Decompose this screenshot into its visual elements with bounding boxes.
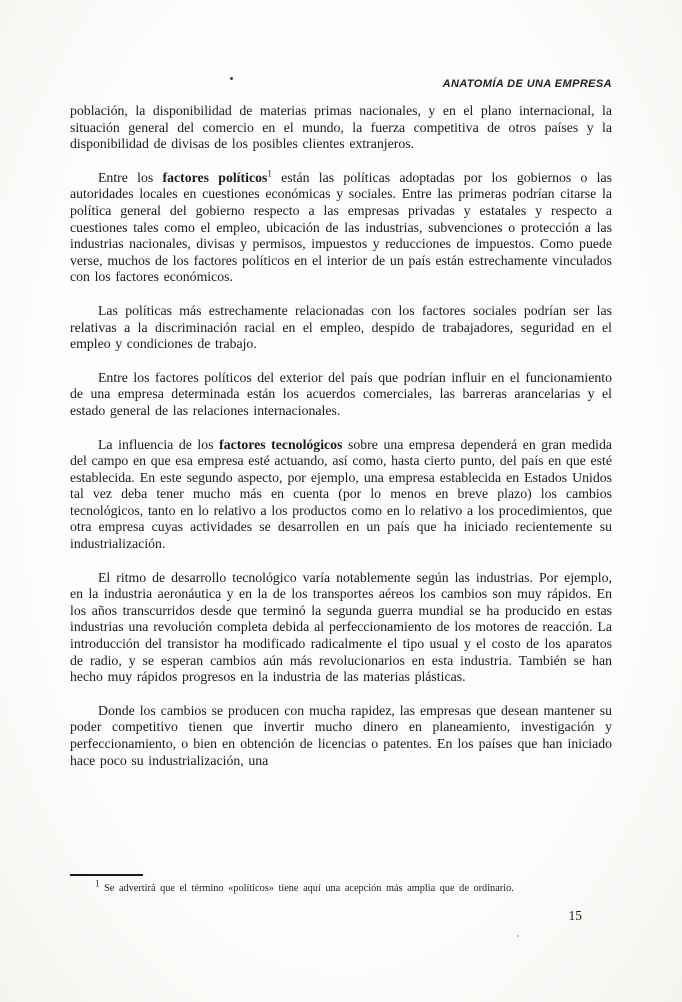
paragraph <box>70 703 612 769</box>
text-run: población, la disponibilidad de materias primas nacionales, y en el plano internacional, la situación general del comercio en el mundo, la fuerza competitiva de otros países y la disponibilidad de divisas de los posibles clientes extranjeros. <box>70 103 612 152</box>
text-run: sobre una empresa dependerá en gran medida del campo en que esa empresa esté actuando, así como, hasta cierto punto, del país en que esté establecida. En este segundo aspecto, por ejemplo, una empresa establecida en Estados Unidos tal vez deba tener mucho más en cuenta (por lo menos en breve plazo) los cambios tecnológicos, tanto en lo relativo a los productos como en lo relativo a los procedimientos, que otra empresa cuyas actividades se desarrollen en un país que ha iniciado recientemente su industrialización. <box>70 436 612 552</box>
scan-speck <box>230 77 233 80</box>
text-run: Entre los factores políticos del exterior del país que podrían influir en el funcionamiento de una empresa determinada están los acuerdos comerciales, las barreras arancelarias y el estado general de las relaciones internacionales. <box>70 369 612 418</box>
paragraph <box>70 437 612 553</box>
paragraph <box>70 170 612 286</box>
bold-term: factores políticos <box>162 169 268 185</box>
text-run: El ritmo de desarrollo tecnológico varía notablemente según las industrias. Por ejemplo, en la industria aeronáutica y en la de los transportes aéreos los cambios son muy rápidos. En los años transcurridos desde que terminó la segunda guerra mundial se ha producido en estas industrias una revolución completa debida al perfeccionamiento de los motores de reacción. La introducción del transistor ha modificado radicalmente el tipo usual y el costo de los aparatos de radio, y se esperan cambios aún más revolucionarios en esta industria. También se han hecho muy rápidos progresos en la industria de las materias plásticas. <box>70 569 612 685</box>
footnote-text: Se advertirá que el término «políticos» tiene aquí una acepción más amplia que de ordinario. <box>99 883 514 894</box>
text-run: están las políticas adoptadas por los gobiernos o las autoridades locales en cuestiones económicas y sociales. Entre las primeras podrían citarse la política general del gobierno respecto a las empresas privadas y estatales y respecto a cuestiones tales como el empleo, ubicación de las industrias, subvenciones o protección a las industrias nacionales, divisas y permisos, impuestos y reducciones de impuestos. Como puede verse, muchos de los factores políticos en el interior de un país están estrechamente vinculados con los factores económicos. <box>70 169 613 285</box>
text-run: La influencia de los <box>98 436 220 452</box>
text-run: Entre los <box>98 169 163 185</box>
paragraph <box>70 103 612 153</box>
bold-term: factores tecnológicos <box>219 436 343 452</box>
page-number: 15 <box>568 908 582 923</box>
footer-area <box>70 874 612 924</box>
text-run: Donde los cambios se producen con mucha rapidez, las empresas que desean mantener su poder competitivo tienen que invertir mucho dinero en planeamiento, investigación y perfeccionamiento, o bien en obtención de licencias o patentes. En los países que han iniciado hace poco su industrialización, una <box>70 702 612 768</box>
body-text <box>70 103 612 786</box>
running-header: ANATOMÍA DE UNA EMPRESA <box>442 78 612 90</box>
footnote-marker: 1 <box>95 878 100 889</box>
footnote <box>70 878 612 896</box>
footnote-reference: 1 <box>267 168 272 179</box>
paragraph <box>70 570 612 686</box>
scan-speck <box>517 935 519 937</box>
text-run: Las políticas más estrechamente relacionadas con los factores sociales podrían ser las relativas a la discriminación racial en el empleo, despido de trabajadores, seguridad en el empleo y condiciones de trabajo. <box>70 302 612 352</box>
footnote-separator <box>70 874 143 876</box>
paragraph <box>70 303 612 353</box>
paragraph <box>70 370 612 420</box>
